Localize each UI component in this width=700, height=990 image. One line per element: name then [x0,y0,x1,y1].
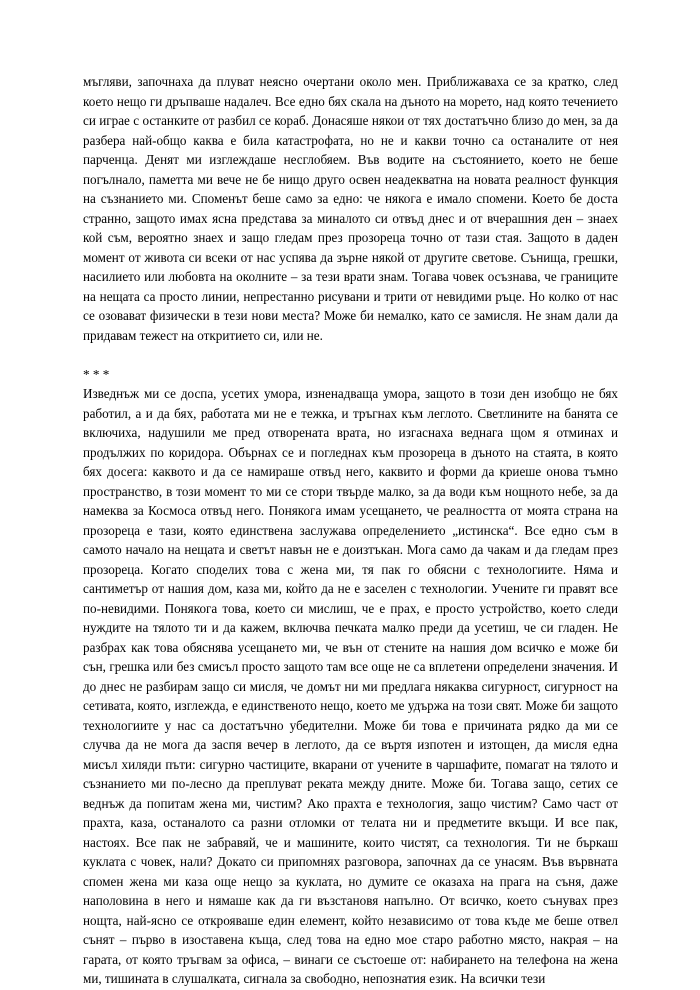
section-separator: * * * [83,366,110,382]
paragraph-gap [83,345,618,365]
paragraph-2: Изведнъж ми се доспа, усетих умора, изненадваща умора, защото в този ден изобщо не бях работил, а и да бях, работата ми не е тежка, и тръгнах към леглото. Светлините на банята се включиха, надушили ме пред отворената врата, но изгаснаха веднага щом я отминах и продължих по коридора. Обърнах се и погледнах към прозореца в дъното на стаята, в която бях досега: каквото и да се намираше отвъд него, каквито и форми да криеше онова тъмно пространство, в този момент то ми се стори твърде малко, за да води към нощното небе, за да намеква за Космоса отвъд него. Понякога имам усещането, че реалността от моята страна на прозореца е тази, която единствена заслужава определението „истинска“. Все едно съм в самото начало на нещата и светът навън не е доизтъкан. Мога само да чакам и да гледам през прозореца. Когато споделих това с жена ми, тя пак го обясни с технологиите. Няма и сантиметър от нашия дом, каза ми, който да не е заселен с технологии. Учените ги правят все по-невидими. Понякога това, което си мислиш, че е прах, е просто устройство, което следи нуждите на тялото ти и да кажем, включва печката малко преди да усетиш, че си гладен. Не разбрах как това обяснява усещането ми, че вън от стените на нашия дом всичко е може би сън, грешка или без смисъл просто защото там все още не са вплетени определени значения. И до днес не разбирам защо си мисля, че домът ни ми предлага някаква сигурност, сигурност на сетивата, която, изглежда, е единственото нещо, което ме удържа на този свят. Може би защото технологиите у нас са достатъчно убедителни. Може би това е причината рядко да ми се случва да не мога да заспя вечер в леглото, да се въртя изпотен и изтощен, да мисля една мисъл хиляди пъти: сигурно частиците, вкарани от учените в чаршафите, помагат на тялото и съзнанието ми по-лесно да преплуват реката между дните. Може би. Тогава защо, сетих се веднъж да попитам жена ми, чистим? Ако прахта е технология, защо чистим? Само част от прахта, каза, останалото са разни отломки от телата ни и предметите вкъщи. И все пак, настоях. Все пак не забравяй, че и машините, които чистят, са технология. Ти не бъркаш куклата с човек, нали? Докато си припомнях разговора, започнах да се унасям. Във вървната спомен жена ми каза още нещо за куклата, но думите се оказаха на прага на съня, даже наполовина в него и нямаше как да ги възстановя напълно. От всичко, което сънувах през нощта, най-ясно се открояваше един елемент, който независимо от това къде ме беше отвел сънят – първо в изоставена къща, след това на едно мое старо работно място, накрая – на гарата, от която тръгвам за офиса, – винаги се състоеше от: набирането на телефона на жена ми, тишината в слушалката, сигнала за свободно, непознатия език. На всички тези [83,386,618,986]
document-page [83,72,618,989]
paragraph-1: мъгляви, започнаха да плуват неясно очертани около мен. Приближаваха се за кратко, след което нещо ги дръпваше надалеч. Все едно бях скала на дъното на морето, над която течението си играе с останките от разбил се кораб. Донасяше някои от тях достатъчно близо до мен, за да разбера най-общо каква е била катастрофата, но не и какви точно са останалите от нея парченца. Денят ми изглеждаше несглобяем. Във водите на състоянието, което не беше погълнало, паметта ми вече не бе нищо друго освен неадекватна на новата реалност функция на съзнанието ми. Споменът беше само за едно: че някога е имало спомени. Което бе доста странно, защото имах ясна представа за миналото си отвъд днес и от вчерашния ден – знаех кой съм, вероятно знаех и защо гледам през прозореца точно от тази стая. Защото в даден момент от живота си всеки от нас успява да зърне някой от другите светове. Сънища, грешки, насилието или любовта на околните – за тези врати знам. Тогава човек осъзнава, че границите на нещата са просто линии, непрестанно рисувани и трити от невидими ръце. Но колко от нас се озовават физически в тези нови места? Може би немалко, като се замисля. Не знам дали да придавам тежест на откритието си, или не. [83,74,618,343]
